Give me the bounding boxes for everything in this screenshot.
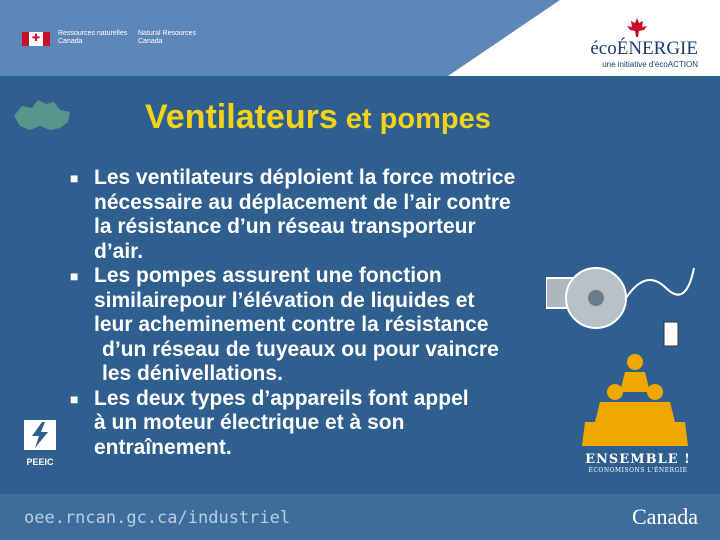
title-small: et pompes <box>337 103 491 135</box>
bullet-item: ■ Les ventilateurs déploient la force motrice nécessaire au déplacement de l’air contre la résistance d’un réseau transporteur d’air. <box>70 166 516 263</box>
people-pyramid-icon <box>580 352 690 448</box>
canada-map-icon <box>10 96 74 142</box>
ecoenergie-logo: écoÉNERGIE une initiative d'écoACTION <box>590 38 698 69</box>
gov-name-fr: Ressources naturelles Canada <box>58 30 128 45</box>
canada-flag-icon: ✚ <box>22 32 50 46</box>
bullet-item: ■ Les deux types d’appareils font appel à un moteur électrique et à son entraînement. <box>70 386 469 459</box>
peeic-logo: PEEIC <box>22 418 58 467</box>
bullet-marker-icon: ■ <box>70 170 79 186</box>
gov-name-en: Natural Resources Canada <box>138 30 196 45</box>
lightning-bolt-icon <box>22 418 58 452</box>
bullet-item: ■ Les pompes assurent une fonction similairepour l’élévation de liquides et leur acheminement contre la résistance d’un réseau de tuyeaux ou pour vaincre les dénivellations. <box>70 264 499 385</box>
title-main: Ventilateurs <box>145 98 338 136</box>
ensemble-badge: ENSEMBLE ! ÉCONOMISONS L'ÉNERGIE <box>585 452 691 474</box>
fan-illustration-icon <box>546 258 696 358</box>
footer-bar <box>0 494 720 540</box>
canada-wordmark: Canada <box>632 504 698 529</box>
maple-leaf-icon <box>626 18 648 38</box>
footer-url-link[interactable]: oee.rncan.gc.ca/industriel <box>24 508 291 528</box>
bullet-marker-icon: ■ <box>70 268 79 284</box>
slide-title <box>145 98 491 137</box>
slide-body <box>64 166 624 460</box>
header-bar <box>0 0 720 76</box>
bullet-marker-icon: ■ <box>70 390 79 407</box>
